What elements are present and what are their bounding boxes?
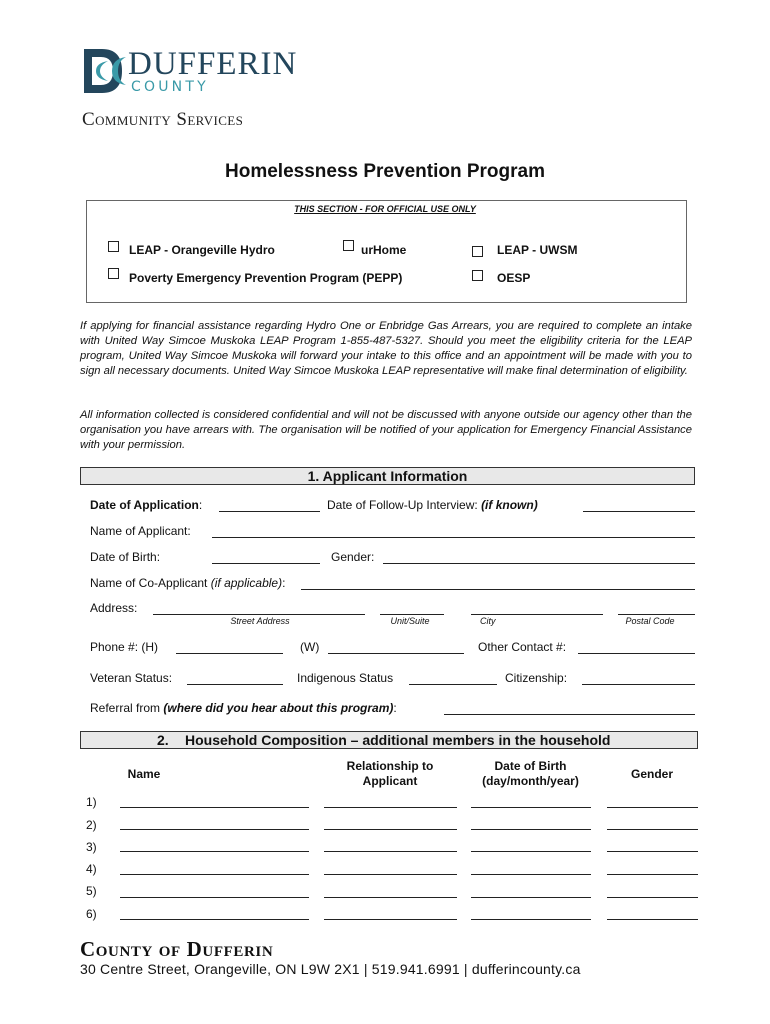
footer-address: 30 Centre Street, Orangeville, ON L9W 2X1 | 519.941.6991 | dufferincounty.ca	[80, 961, 581, 977]
followup-interview-field[interactable]	[583, 511, 695, 512]
official-use-heading: THIS SECTION - FOR OFFICIAL USE ONLY	[294, 204, 476, 214]
address-label: Address:	[90, 601, 138, 615]
member-dob-field[interactable]	[471, 897, 591, 898]
section-2-number: 2.	[157, 732, 169, 748]
co-applicant-label: Name of Co-Applicant (if applicable):	[90, 576, 286, 590]
member-name-field[interactable]	[120, 807, 309, 808]
row-number: 6)	[86, 907, 97, 921]
city-field[interactable]	[471, 614, 603, 615]
date-of-birth-field[interactable]	[212, 563, 320, 564]
logo-county-text: COUNTY	[131, 79, 209, 95]
veteran-status-field[interactable]	[187, 684, 283, 685]
phone-home-field[interactable]	[176, 653, 283, 654]
member-dob-field[interactable]	[471, 829, 591, 830]
citizenship-field[interactable]	[582, 684, 695, 685]
row-number: 2)	[86, 818, 97, 832]
street-address-caption: Street Address	[230, 616, 290, 626]
row-number: 4)	[86, 862, 97, 876]
intro-paragraph-leap: If applying for financial assistance regarding Hydro One or Enbridge Gas Arrears, you are required to complete an intake with United Way Simcoe Muskoka LEAP Program 1-855-487-5327. Should you meet the eligibility criteria for the LEAP program, United Way Simcoe Muskoka will forward your intake to this office and an appointment will be made with you to sign all necessary documents. United Way Simcoe Muskoka LEAP representative will make final determination of eligibility.	[80, 320, 692, 377]
indigenous-status-label: Indigenous Status	[297, 671, 394, 685]
oesp-checkbox[interactable]	[472, 270, 483, 281]
logo-wordmark: DUFFERIN	[128, 46, 298, 82]
row-number: 5)	[86, 884, 97, 898]
oesp-label: OESP	[497, 271, 531, 285]
veteran-status-label: Veteran Status:	[90, 671, 173, 685]
member-gender-field[interactable]	[607, 807, 698, 808]
row-number: 1)	[86, 795, 97, 809]
gender-label: Gender:	[331, 550, 375, 564]
member-gender-field[interactable]	[607, 874, 698, 875]
member-gender-field[interactable]	[607, 851, 698, 852]
date-of-application-label: Date of Application:	[90, 498, 203, 512]
gender-field[interactable]	[383, 563, 695, 564]
phone-work-label: (W)	[300, 640, 320, 654]
member-name-field[interactable]	[120, 919, 309, 920]
date-of-birth-label: Date of Birth:	[90, 550, 161, 564]
other-contact-label: Other Contact #:	[478, 640, 567, 654]
member-relationship-field[interactable]	[324, 829, 457, 830]
section-2-title: Household Composition – additional members in the household	[185, 732, 611, 748]
postal-code-caption: Postal Code	[625, 616, 675, 626]
member-gender-field[interactable]	[607, 919, 698, 920]
member-name-field[interactable]	[120, 829, 309, 830]
unit-suite-caption: Unit/Suite	[390, 616, 430, 626]
phone-work-field[interactable]	[328, 653, 464, 654]
member-dob-field[interactable]	[471, 851, 591, 852]
member-dob-field[interactable]	[471, 807, 591, 808]
referral-label: Referral from (where did you hear about this program):	[90, 701, 397, 715]
date-of-application-field[interactable]	[219, 511, 320, 512]
col-header-name: Name	[127, 767, 161, 781]
leap-uwsm-checkbox[interactable]	[472, 246, 483, 257]
applicant-name-label: Name of Applicant:	[90, 524, 191, 538]
col-header-relationship: Relationship to Applicant	[346, 759, 434, 788]
street-address-field[interactable]	[153, 614, 365, 615]
col-header-gender: Gender	[630, 767, 673, 781]
pepp-checkbox[interactable]	[108, 268, 119, 279]
indigenous-status-field[interactable]	[409, 684, 497, 685]
member-relationship-field[interactable]	[324, 851, 457, 852]
unit-suite-field[interactable]	[380, 614, 444, 615]
logo-division-text: Community Services	[82, 109, 244, 130]
member-name-field[interactable]	[120, 897, 309, 898]
row-number: 3)	[86, 840, 97, 854]
dufferin-logo-icon	[82, 47, 128, 95]
leap-hydro-label: LEAP - Orangeville Hydro	[129, 243, 275, 257]
member-dob-field[interactable]	[471, 874, 591, 875]
leap-hydro-checkbox[interactable]	[108, 241, 119, 252]
member-name-field[interactable]	[120, 874, 309, 875]
member-gender-field[interactable]	[607, 829, 698, 830]
member-relationship-field[interactable]	[324, 807, 457, 808]
urhome-checkbox[interactable]	[343, 240, 354, 251]
other-contact-field[interactable]	[578, 653, 695, 654]
city-caption: City	[480, 616, 496, 626]
section-1-title: 1. Applicant Information	[307, 468, 468, 484]
member-dob-field[interactable]	[471, 919, 591, 920]
leap-uwsm-label: LEAP - UWSM	[497, 243, 578, 257]
member-relationship-field[interactable]	[324, 897, 457, 898]
urhome-label: urHome	[361, 243, 407, 257]
member-gender-field[interactable]	[607, 897, 698, 898]
followup-interview-label: Date of Follow-Up Interview: (if known)	[327, 498, 538, 512]
phone-home-label: Phone #: (H)	[90, 640, 159, 654]
postal-code-field[interactable]	[618, 614, 695, 615]
referral-field[interactable]	[444, 714, 695, 715]
col-header-dob: Date of Birth (day/month/year)	[482, 759, 579, 788]
footer-county-name: County of Dufferin	[80, 937, 274, 961]
citizenship-label: Citizenship:	[505, 671, 568, 685]
member-relationship-field[interactable]	[324, 919, 457, 920]
intro-paragraph-confidential: All information collected is considered confidential and will not be discussed with anyone outside our agency other than the organisation you have arrears with. The organisation will be notified of your application for Emergency Financial Assistance with your permission.	[80, 409, 692, 451]
pepp-label: Poverty Emergency Prevention Program (PEPP)	[129, 271, 403, 285]
co-applicant-field[interactable]	[301, 589, 695, 590]
page-title: Homelessness Prevention Program	[225, 161, 545, 182]
member-name-field[interactable]	[120, 851, 309, 852]
applicant-name-field[interactable]	[212, 537, 695, 538]
member-relationship-field[interactable]	[324, 874, 457, 875]
